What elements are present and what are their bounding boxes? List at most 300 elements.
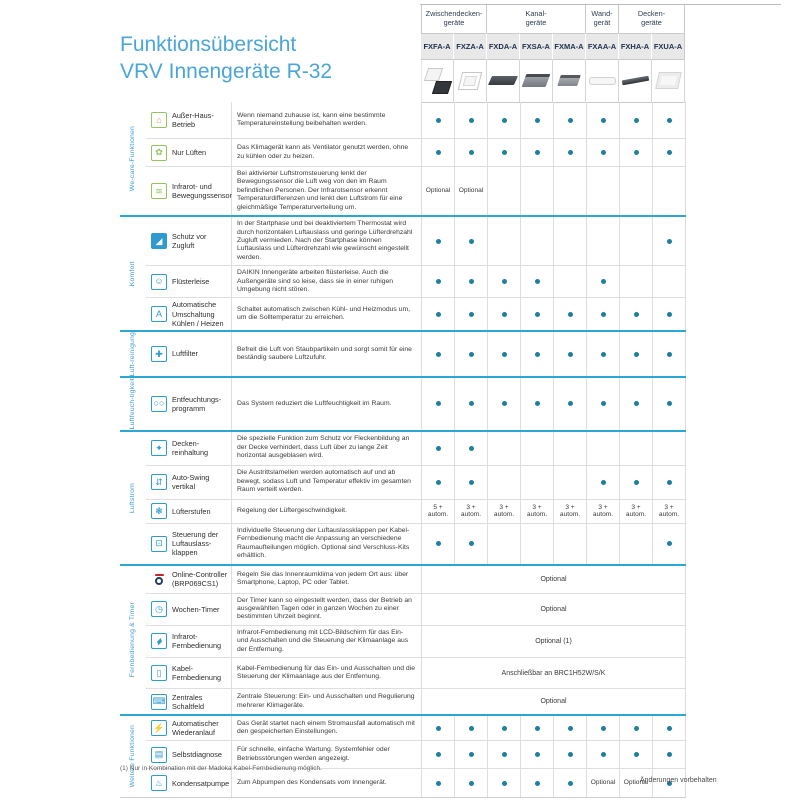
availability-FXMA-A [554,523,587,564]
section-komfort [120,217,686,332]
availability-FXMA-A [554,138,587,166]
availability-FXHA-A [620,217,653,265]
availability-dot-icon [634,752,639,757]
product-image-cell [586,60,619,103]
availability-dot-icon [568,752,573,757]
availability-dot-icon [436,279,441,284]
availability-dot-icon [535,726,540,731]
device-group-line1: Decken- [637,9,666,18]
availability-dot-icon [601,752,606,757]
availability-FXUA-A [653,332,686,376]
product-image-cell [454,60,487,103]
icon-glyph: ❃ [155,505,163,516]
availability-FXAA-A [587,740,620,768]
feature-icon-cell [146,332,172,376]
availability-FXZA-A: Optional [455,166,488,215]
availability-dot-icon [667,541,672,546]
availability-FXAA-A [587,265,620,297]
fan-icon [151,145,167,161]
availability-FXUA-A [653,166,686,215]
availability-FXUA-A [653,217,686,265]
feature-name: Entfeuchtungs-programm [172,378,232,429]
availability-FXZA-A [455,768,488,797]
availability-FXFA-A: 5 + autom. [422,499,455,523]
availability-FXSA-A [521,432,554,465]
availability-FXAA-A [587,432,620,465]
availability-FXZA-A [455,465,488,499]
feature-name: Schutz vor Zugluft [172,217,232,265]
availability-FXHA-A [620,432,653,465]
device-group-line2: geräte [525,18,547,28]
section-we-care-funktionen [120,102,686,217]
section-label-cell [120,332,146,376]
availability-merged: Optional [422,688,686,714]
availability-dot-icon [667,726,672,731]
availability-dot-icon [535,781,540,786]
availability-FXAA-A [587,378,620,429]
product-image-FXZA-A [458,72,482,90]
availability-FXMA-A [554,332,587,376]
availability-dot-icon [469,150,474,155]
availability-FXSA-A [521,716,554,740]
availability-dot-icon [667,239,672,244]
availability-dot-icon [601,352,606,357]
availability-dot-icon [436,352,441,357]
online-controller-icon [151,571,167,587]
availability-dot-icon [634,401,639,406]
availability-FXAA-A [587,166,620,215]
feature-description: Der Timer kann so eingestellt werden, dass der Betrieb an ausgewählten Tagen oder in ganzen Wochen zu einer bestimmten Uhrzeit beginnt. [232,593,422,625]
availability-dot-icon [667,150,672,155]
availability-FXUA-A [653,265,686,297]
availability-dot-icon [436,446,441,451]
availability-FXSA-A [521,768,554,797]
feature-icon-cell [146,740,172,768]
availability-FXMA-A: 3 + autom. [554,499,587,523]
product-image-FXSA-A [522,74,551,87]
page-title [120,31,332,86]
feature-name: Auto-Swing vertikal [172,465,232,499]
availability-dot-icon [601,401,606,406]
availability-merged: Optional (1) [422,625,686,657]
availability-dot-icon [634,150,639,155]
icon-glyph: ≋ [155,185,163,196]
availability-FXAA-A [587,102,620,138]
availability-FXZA-A: 3 + autom. [455,499,488,523]
product-image-cell [421,60,454,103]
availability-FXSA-A [521,297,554,329]
model-header-FXMA-A: FXMA-A [553,33,586,60]
feature-icon-cell [146,768,172,797]
availability-FXZA-A [455,217,488,265]
availability-FXFA-A [422,716,455,740]
draft-protection-icon [151,233,167,249]
feature-description: Individuelle Steuerung der Luftauslassklappen per Kabel-Fernbedienung macht die Anpassung an verschiedene Raumaufteilungen möglich. Optional sind Verschluss-Kits erhältlich. [232,523,422,564]
availability-dot-icon [502,312,507,317]
section-weitere-funktionen [120,716,686,798]
availability-FXMA-A [554,716,587,740]
availability-dot-icon [667,401,672,406]
availability-dot-icon [601,726,606,731]
icon-glyph: ☺ [154,276,164,287]
feature-description: Befreit die Luft von Staubpartikeln und sorgt somit für eine beständig saubere Luftzufuhr. [232,332,422,376]
icon-glyph: A [155,308,162,319]
feature-description: Zentrale Steuerung: Ein- und Ausschalten und Regulierung mehrerer Klimageräte. [232,688,422,714]
feature-description: Schaltet automatisch zwischen Kühl- und Heizmodus um, um die Solltemperatur zu erreichen. [232,297,422,329]
ceiling-clean-icon [151,440,167,456]
flap-control-icon [151,536,167,552]
fan-speed-icon [151,503,167,519]
availability-FXHA-A [620,166,653,215]
feature-icon-cell [146,465,172,499]
availability-FXUA-A [653,465,686,499]
feature-table [120,102,686,798]
availability-dot-icon [436,781,441,786]
availability-dot-icon [634,726,639,731]
availability-FXFA-A [422,217,455,265]
availability-dot-icon [436,726,441,731]
feature-description: Bei aktivierter Luftstromsteuerung lenkt der Bewegungssensor die Luft weg von den im Raum befindlichen Personen. Der Infrarotsensor erkennt Temperaturdifferenzen und lenkt den Luftstrom für eine gleichmäßige Temperaturverteilung um. [232,166,422,215]
availability-dot-icon [667,352,672,357]
availability-dot-icon [634,118,639,123]
availability-dot-icon [469,312,474,317]
icon-glyph: ⌨ [152,696,166,707]
availability-dot-icon [568,118,573,123]
feature-description: Das Gerät startet nach einem Stromausfall automatisch mit den gespeicherten Einstellungen. [232,716,422,740]
availability-FXAA-A [587,297,620,329]
availability-dot-icon [469,752,474,757]
icon-glyph: ✦ [155,442,163,453]
device-group-line1: Kanal- [525,9,547,18]
brand-mark [155,574,164,576]
availability-FXFA-A [422,265,455,297]
availability-FXSA-A [521,217,554,265]
availability-FXFA-A [422,740,455,768]
availability-FXZA-A [455,297,488,329]
feature-name: Kondensatpumpe [172,768,232,797]
availability-FXHA-A [620,716,653,740]
product-image-FXFA-A [426,68,450,94]
availability-FXFA-A [422,102,455,138]
central-panel-icon [151,694,167,710]
device-group-line2: geräte [641,18,662,28]
feature-icon-cell [146,102,172,138]
product-image-cell [520,60,553,103]
availability-FXMA-A [554,378,587,429]
feature-icon-cell [146,523,172,564]
icon-glyph: ▤ [154,749,164,760]
availability-dot-icon [469,118,474,123]
availability-FXSA-A: 3 + autom. [521,499,554,523]
feature-icon-cell [146,217,172,265]
availability-dot-icon [535,312,540,317]
availability-dot-icon [535,279,540,284]
availability-FXFA-A [422,297,455,329]
feature-name: Kabel-Fernbedienung [172,657,232,688]
feature-name: Automatischer Wiederanlauf [172,716,232,740]
availability-dot-icon [502,279,507,284]
product-image-cell [652,60,685,103]
feature-icon-cell [146,566,172,593]
feature-description: Regeln Sie das Innenraumklima von jedem Ort aus: über Smartphone, Laptop, PC oder Tablet. [232,566,422,593]
availability-dot-icon [436,312,441,317]
model-header-FXZA-A: FXZA-A [454,33,487,60]
availability-FXZA-A [455,523,488,564]
product-image-cell [553,60,586,103]
availability-dot-icon [469,352,474,357]
feature-name: Decken-reinhaltung [172,432,232,465]
availability-FXDA-A: 3 + autom. [488,499,521,523]
device-group-line1: Wand- [591,9,613,18]
availability-FXSA-A [521,166,554,215]
availability-FXDA-A [488,768,521,797]
availability-FXHA-A [620,332,653,376]
availability-FXZA-A [455,740,488,768]
availability-FXUA-A [653,138,686,166]
availability-FXZA-A [455,138,488,166]
product-image-FXDA-A [488,76,518,85]
availability-dot-icon [436,150,441,155]
availability-FXDA-A [488,378,521,429]
feature-description: Regelung der Lüftergeschwindigkeit. [232,499,422,523]
icon-glyph: ⇵ [155,476,163,487]
feature-description: Die Austrittslamellen werden automatisch auf und ab bewegt, sodass Luft und Temperatur effektiv im gesamten Raum verteilt werden. [232,465,422,499]
icon-glyph: ⚡ [153,722,165,733]
model-header-FXDA-A: FXDA-A [487,33,520,60]
icon-glyph: ✿ [155,147,163,157]
self-diagnosis-icon [151,747,167,763]
availability-dot-icon [568,312,573,317]
availability-dot-icon [601,118,606,123]
section-luft-reinigung [120,332,686,378]
model-header-FXAA-A: FXAA-A [586,33,619,60]
availability-dot-icon [535,752,540,757]
availability-FXHA-A [620,138,653,166]
availability-dot-icon [502,752,507,757]
availability-merged: Anschließbar an BRC1H52W/S/K [422,657,686,688]
section-label: Komfort [129,260,136,287]
availability-FXZA-A [455,432,488,465]
section-label: Weitere Funktionen [129,725,136,788]
availability-FXDA-A [488,102,521,138]
feature-icon-cell [146,297,172,329]
feature-icon-cell [146,138,172,166]
availability-dot-icon [535,118,540,123]
feature-name: Luftfilter [172,332,232,376]
feature-name: Wochen-Timer [172,593,232,625]
availability-FXAA-A [587,465,620,499]
availability-FXMA-A [554,768,587,797]
section-label-cell [120,432,146,564]
feature-icon-cell [146,378,172,429]
availability-dot-icon [469,541,474,546]
section-label-cell [120,566,146,715]
availability-FXSA-A [521,740,554,768]
availability-FXAA-A [587,332,620,376]
model-header-FXHA-A: FXHA-A [619,33,652,60]
product-image-FXMA-A [557,75,581,86]
availability-FXHA-A [620,740,653,768]
availability-dot-icon [634,480,639,485]
ir-remote-icon [151,633,167,649]
availability-dot-icon [535,352,540,357]
model-header-FXUA-A: FXUA-A [652,33,685,60]
house-icon [151,112,167,128]
auto-changeover-icon [151,306,167,322]
dehumidify-icon [151,396,167,412]
feature-icon-cell [146,432,172,465]
feature-icon-cell [146,716,172,740]
feature-name: Infrarot- und Bewegungssensor [172,166,232,215]
icon-glyph: ◢ [155,235,163,246]
icon-glyph: ▯ [156,667,162,678]
section-label: Luft-reinigung [129,331,136,377]
icon-glyph: ▰ [152,635,165,648]
feature-icon-cell [146,688,172,714]
section-label: Luftfeuch-tigkeit [129,378,136,430]
availability-dot-icon [535,150,540,155]
availability-FXAA-A: 3 + autom. [587,499,620,523]
column-header [421,5,685,103]
page-title-line1: Funktionsübersicht [120,33,297,56]
feature-description: DAIKIN Innengeräte arbeiten flüsterleise. Auch die Außengeräte sind so leise, dass sie in einer ruhigen Umgebung nicht stören. [232,265,422,297]
availability-dot-icon [469,239,474,244]
auto-restart-icon [151,720,167,736]
availability-dot-icon [667,752,672,757]
section-label: Fernbedienung & Timer [129,602,136,678]
condensate-pump-icon [151,775,167,791]
availability-merged: Optional [422,566,686,593]
availability-dot-icon [436,752,441,757]
feature-icon-cell [146,657,172,688]
availability-dot-icon [469,401,474,406]
motion-sensor-icon [151,183,167,199]
availability-FXFA-A [422,465,455,499]
availability-FXSA-A [521,465,554,499]
availability-dot-icon [601,150,606,155]
air-filter-icon [151,346,167,362]
availability-FXFA-A [422,378,455,429]
availability-FXDA-A [488,217,521,265]
feature-description: In der Startphase und bei deaktiviertem Thermostat wird durch horizontalen Luftauslass und geringe Lüfterdrehzahl Zugluft vermieden. Nach der Startphase können Luftauslass und Lüfterdrehzahl wie gewünscht eingestellt werden. [232,217,422,265]
feature-name: Automatische Umschaltung Kühlen / Heizen [172,297,232,329]
wired-remote-icon [151,665,167,681]
availability-FXUA-A [653,297,686,329]
device-group-line2: geräte [443,18,465,28]
availability-FXFA-A [422,332,455,376]
availability-FXAA-A [587,523,620,564]
icon-glyph: ○○ [153,398,165,409]
availability-FXDA-A [488,166,521,215]
availability-dot-icon [568,401,573,406]
feature-name: Nur Lüften [172,138,232,166]
availability-FXDA-A [488,716,521,740]
availability-FXSA-A [521,102,554,138]
section-luftstrom [120,432,686,566]
feature-name: Lüfterstufen [172,499,232,523]
availability-FXDA-A [488,465,521,499]
availability-FXDA-A [488,432,521,465]
availability-dot-icon [634,352,639,357]
section-label-cell [120,102,146,215]
availability-dot-icon [667,480,672,485]
availability-FXZA-A [455,102,488,138]
weekly-timer-icon [151,601,167,617]
availability-FXDA-A [488,265,521,297]
feature-icon-cell [146,499,172,523]
device-group-header [619,5,685,33]
availability-dot-icon [601,279,606,284]
availability-FXMA-A [554,102,587,138]
availability-FXAA-A [587,138,620,166]
availability-FXFA-A [422,138,455,166]
availability-dot-icon [568,150,573,155]
availability-dot-icon [601,312,606,317]
availability-FXMA-A [554,297,587,329]
device-group-header [421,5,487,33]
availability-FXAA-A [587,716,620,740]
availability-FXHA-A [620,378,653,429]
feature-description: Für schnelle, einfache Wartung. Systemfehler oder Betriebsstörungen werden angezeigt. [232,740,422,768]
product-image-cell [619,60,652,103]
availability-dot-icon [502,118,507,123]
availability-FXSA-A [521,523,554,564]
feature-description: Infrarot-Fernbedienung mit LCD-Bildschirm für das Ein- und Ausschalten und die Steuerung der Klimaanlage aus der Entfernung. [232,625,422,657]
feature-name: Selbstdiagnose [172,740,232,768]
page-title-line2: VRV Innengeräte R-32 [120,60,333,84]
availability-FXDA-A [488,297,521,329]
availability-dot-icon [502,352,507,357]
availability-dot-icon [469,480,474,485]
icon-glyph: ⌂ [156,114,162,125]
feature-description: Das Klimagerät kann als Ventilator genutzt werden, ohne zu kühlen oder zu heizen. [232,138,422,166]
availability-FXZA-A [455,332,488,376]
section-label-cell [120,217,146,330]
availability-FXHA-A [620,465,653,499]
availability-FXUA-A [653,102,686,138]
availability-FXAA-A [587,217,620,265]
availability-FXHA-A [620,102,653,138]
availability-FXSA-A [521,332,554,376]
model-header-FXSA-A: FXSA-A [520,33,553,60]
availability-FXMA-A [554,432,587,465]
availability-FXUA-A: 3 + autom. [653,499,686,523]
quiet-icon [151,274,167,290]
availability-FXZA-A [455,265,488,297]
availability-dot-icon [667,118,672,123]
feature-icon-cell [146,593,172,625]
device-group-line1: Zwischendecken- [425,9,483,18]
availability-dot-icon [502,401,507,406]
availability-dot-icon [469,781,474,786]
section-label-cell [120,716,146,797]
availability-dot-icon [469,726,474,731]
availability-FXZA-A [455,716,488,740]
product-image-FXUA-A [655,72,682,89]
availability-FXSA-A [521,265,554,297]
availability-FXFA-A [422,523,455,564]
availability-FXAA-A: Optional [587,768,620,797]
availability-FXHA-A: Optional [620,768,653,797]
availability-dot-icon [436,118,441,123]
availability-FXFA-A [422,432,455,465]
availability-FXUA-A [653,432,686,465]
section-label: Luftstrom [129,482,136,513]
product-image-cell [487,60,520,103]
availability-dot-icon [568,781,573,786]
device-group-line2: gerät [593,18,611,28]
section-luftfeuch-tigkeit [120,378,686,431]
